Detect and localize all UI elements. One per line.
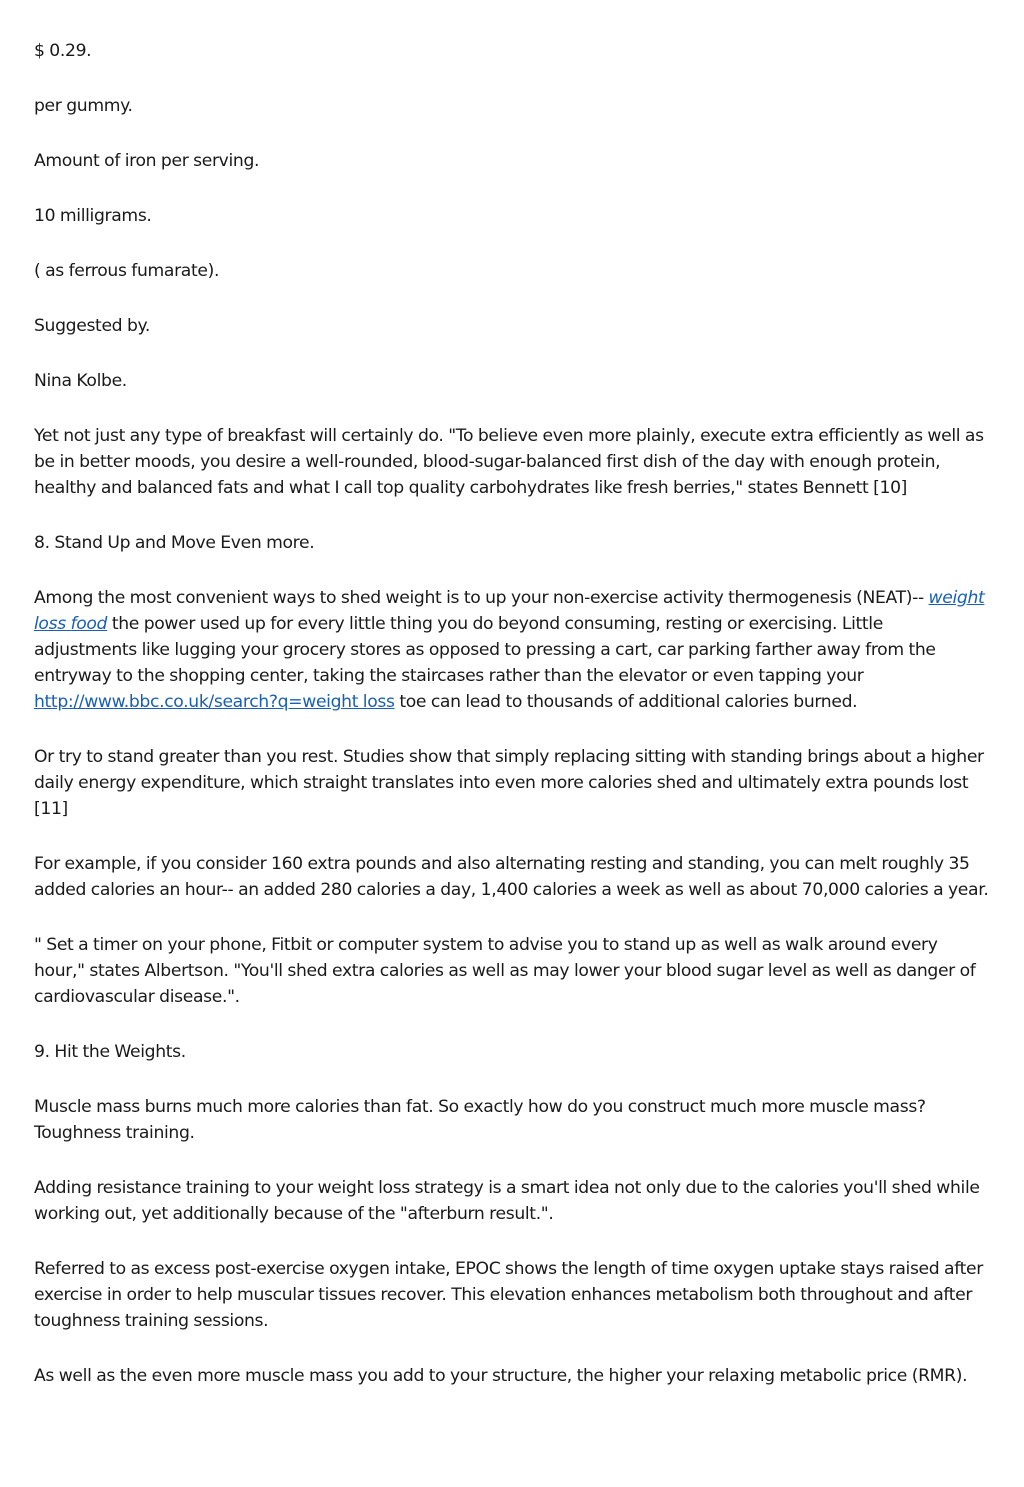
suggested-by-name: Nina Kolbe. <box>34 371 127 391</box>
weight-loss-food-link[interactable]: weight loss food <box>34 588 985 634</box>
muscle-mass-paragraph: Muscle mass burns much more calories than fat. So exactly how do you construct much more muscle mass? Toughness training. <box>34 1097 926 1143</box>
iron-amount-value: 10 milligrams. <box>34 206 152 226</box>
iron-form-text: ( as ferrous fumarate). <box>34 261 220 281</box>
iron-amount-label: Amount of iron per serving. <box>34 151 260 171</box>
neat-text-before: Among the most convenient ways to shed weight is to up your non-exercise activity thermogenesis (NEAT)-- <box>34 588 929 608</box>
section-heading-stand-up: 8. Stand Up and Move Even more. <box>34 533 315 553</box>
epoc-paragraph: Referred to as excess post-exercise oxygen intake, EPOC shows the length of time oxygen uptake stays raised after exercise in order to help muscular tissues recover. This elevation enhances metabolism both throughout and after toughness training sessions. <box>34 1259 983 1331</box>
section-heading-weights: 9. Hit the Weights. <box>34 1042 186 1062</box>
document-page <box>0 38 1024 1389</box>
calories-example-paragraph: For example, if you consider 160 extra pounds and also alternating resting and standing, you can melt roughly 35 added calories an hour-- an added 280 calories a day, 1,400 calories a week as well as about 70,000 calories a year. <box>34 854 989 900</box>
standing-paragraph: Or try to stand greater than you rest. Studies show that simply replacing sitting with standing brings about a higher daily energy expenditure, which straight translates into even more calories shed and ultimately extra pounds lost [11] <box>34 747 984 819</box>
rmr-paragraph: As well as the even more muscle mass you add to your structure, the higher your relaxing metabolic price (RMR). <box>34 1366 968 1386</box>
suggested-by-label: Suggested by. <box>34 316 150 336</box>
resistance-training-paragraph: Adding resistance training to your weight loss strategy is a smart idea not only due to the calories you'll shed while working out, yet additionally because of the "afterburn result.". <box>34 1178 980 1224</box>
breakfast-paragraph: Yet not just any type of breakfast will certainly do. "To believe even more plainly, execute extra efficiently as well as be in better moods, you desire a well-rounded, blood-sugar-balanced first dish of the day with enough protein, healthy and balanced fats and what I call top quality carbohydrates like fresh berries," states Bennett [10] <box>34 426 984 498</box>
timer-quote-paragraph: " Set a timer on your phone, Fitbit or computer system to advise you to stand up as well as walk around every hour," states Albertson. "You'll shed extra calories as well as may lower your blood sugar level as well as danger of cardiovascular disease.". <box>34 935 976 1007</box>
price-text: $ 0.29. <box>34 41 92 61</box>
bbc-search-link[interactable]: http://www.bbc.co.uk/search?q=weight loss <box>34 692 395 712</box>
neat-paragraph <box>34 585 990 715</box>
neat-text-after: toe can lead to thousands of additional calories burned. <box>394 692 858 712</box>
price-unit-text: per gummy. <box>34 96 133 116</box>
neat-text-middle: the power used up for every little thing you do beyond consuming, resting or exercising. Little adjustments like lugging your grocery stores as opposed to pressing a cart, car parking farther away from the entryway to the shopping center, taking the staircases rather than the elevator or even tapping your <box>34 614 936 686</box>
